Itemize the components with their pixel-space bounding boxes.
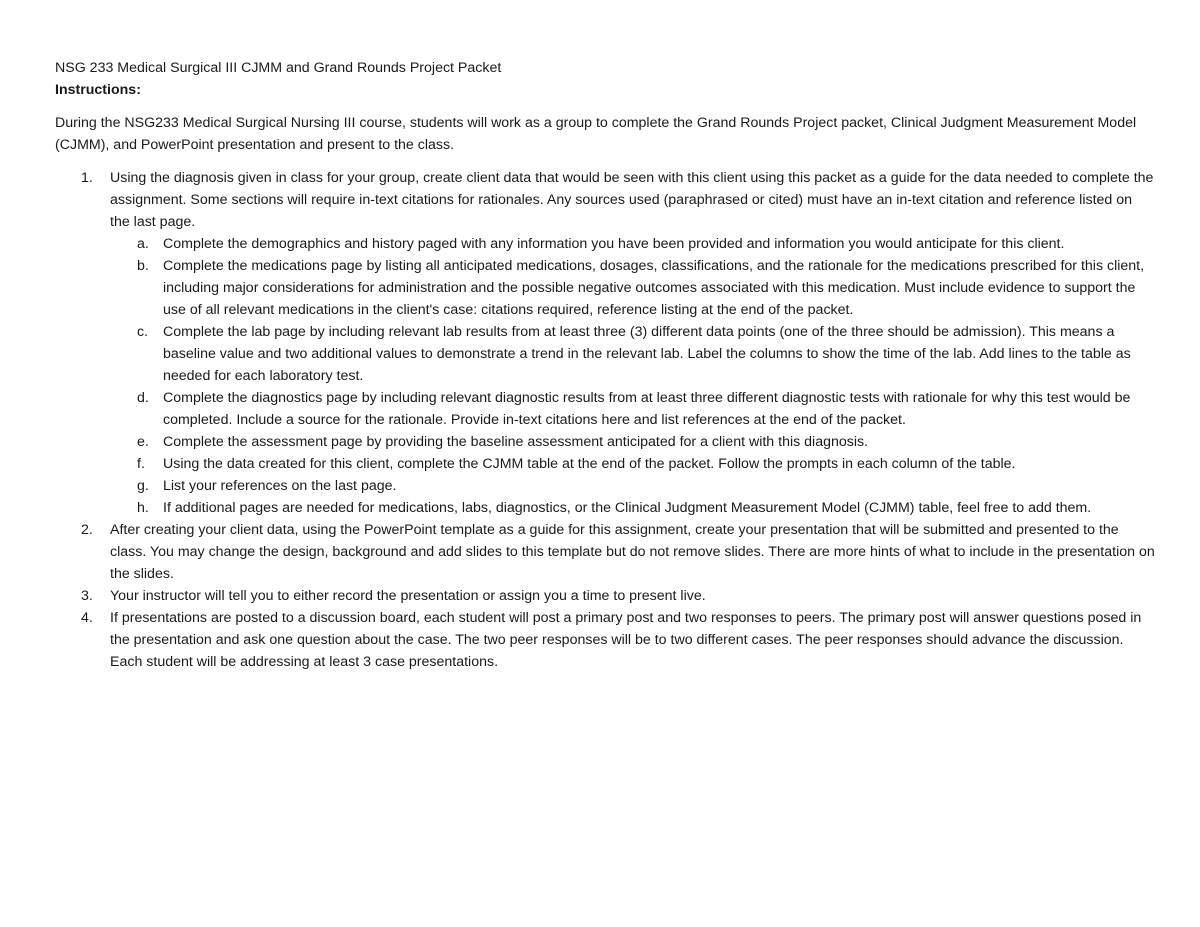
sub-list-item: [110, 233, 1155, 255]
list-number: 4.: [81, 610, 93, 626]
list-number: 2.: [81, 522, 93, 538]
sub-list-letter: a.: [137, 236, 149, 252]
list-item: [55, 519, 1155, 585]
instructions-heading: Instructions:: [55, 82, 141, 98]
sub-list-item: [110, 497, 1155, 519]
sub-list-letter: d.: [137, 390, 149, 406]
sub-list-item-text: Complete the medications page by listing all anticipated medications, dosages, classifications, and the rationale for the medications prescribed for this client, including major considerations for administration and the possible negative outcomes associated with this medication. Must include evidence to support the use of all relevant medications in the client's case: citations required, reference listing at the end of the packet.: [163, 258, 1145, 318]
sub-list-letter: h.: [137, 500, 149, 516]
list-item-text: Your instructor will tell you to either record the presentation or assign you a time to present live.: [110, 588, 706, 604]
sub-list-item-text: If additional pages are needed for medications, labs, diagnostics, or the Clinical Judgment Measurement Model (CJMM) table, feel free to add them.: [163, 500, 1092, 516]
list-item-text: If presentations are posted to a discussion board, each student will post a primary post and two responses to peers. The primary post will answer questions posed in the presentation and ask one question about the case. The two peer responses will be to two different cases. The peer responses should advance the discussion. Each student will be addressing at least 3 case presentations.: [110, 610, 1142, 670]
list-item: [55, 607, 1155, 673]
sub-list-item: [110, 431, 1155, 453]
list-item: [55, 585, 1155, 607]
sub-list-item-text: Complete the assessment page by providing the baseline assessment anticipated for a client with this diagnosis.: [163, 434, 869, 450]
list-item-text: After creating your client data, using the PowerPoint template as a guide for this assignment, create your presentation that will be submitted and presented to the class. You may change the design, background and add slides to this template but do not remove slides. There are more hints of what to include in the presentation on the slides.: [110, 522, 1155, 582]
sub-list-item: [110, 387, 1155, 431]
sub-list-item-text: Complete the demographics and history paged with any information you have been provided and information you would anticipate for this client.: [163, 236, 1065, 252]
sub-list-letter: f.: [137, 456, 145, 472]
sub-list-item: [110, 321, 1155, 387]
intro-paragraph: During the NSG233 Medical Surgical Nursing III course, students will work as a group to complete the Grand Rounds Project packet, Clinical Judgment Measurement Model (CJMM), and PowerPoint presentation and present to the class.: [55, 115, 1137, 153]
list-item-text: Using the diagnosis given in class for your group, create client data that would be seen with this client using this packet as a guide for the data needed to complete the assignment. Some sections will require in-text citations for rationales. Any sources used (paraphrased or cited) must have an in-text citation and reference listed on the last page.: [110, 170, 1154, 230]
sub-list-item-text: List your references on the last page.: [163, 478, 397, 494]
sub-list-letter: c.: [137, 324, 149, 340]
document-page: [55, 57, 1155, 673]
list-number: 1.: [81, 170, 93, 186]
sub-list-item: [110, 255, 1155, 321]
list-item: [55, 167, 1155, 519]
sub-list: [110, 233, 1155, 519]
sub-list-item: [110, 453, 1155, 475]
sub-list-item-text: Complete the diagnostics page by including relevant diagnostic results from at least three different diagnostic tests with rationale for why this test would be completed. Include a source for the rationale. Provide in-text citations here and list references at the end of the packet.: [163, 390, 1131, 428]
sub-list-item-text: Using the data created for this client, complete the CJMM table at the end of the packet. Follow the prompts in each column of the table.: [163, 456, 1016, 472]
sub-list-letter: b.: [137, 258, 149, 274]
sub-list-letter: g.: [137, 478, 149, 494]
sub-list-item-text: Complete the lab page by including relevant lab results from at least three (3) different data points (one of the three should be admission). This means a baseline value and two additional values to demonstrate a trend in the relevant lab. Label the columns to show the time of the lab. Add lines to the table as needed for each laboratory test.: [163, 324, 1131, 384]
list-number: 3.: [81, 588, 93, 604]
document-title: NSG 233 Medical Surgical III CJMM and Grand Rounds Project Packet: [55, 60, 502, 76]
sub-list-letter: e.: [137, 434, 149, 450]
sub-list-item: [110, 475, 1155, 497]
instruction-list: [55, 167, 1155, 673]
